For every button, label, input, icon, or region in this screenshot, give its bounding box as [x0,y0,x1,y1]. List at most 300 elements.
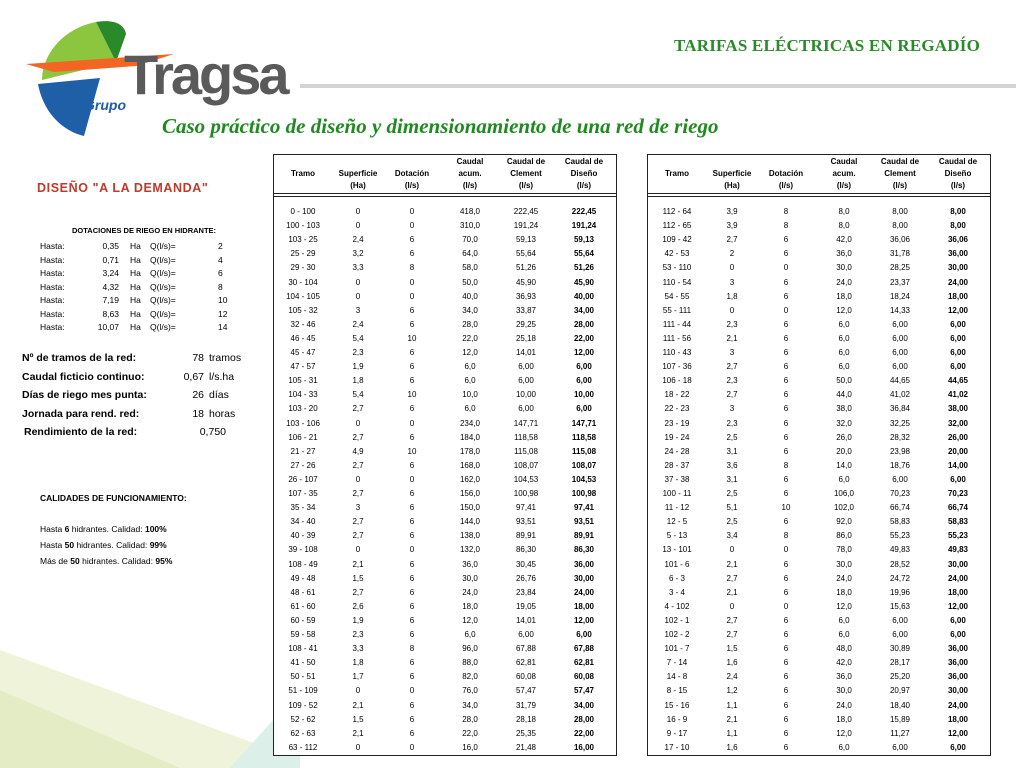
col-caudal-diseno-cell: 24,00 [947,700,969,710]
col-caudal-diseno-cell: 20,00 [947,446,969,456]
col-dotacion-cell: 10 [407,446,417,456]
col-tramo-cell: 27 - 26 [290,460,316,470]
param-value: 26 [192,389,204,401]
col-tramo-cell: 106 - 18 [662,376,692,386]
col-tramo-cell: 34 - 40 [290,517,316,527]
dotacion-label: Hasta: [40,322,65,332]
table-row [274,290,616,303]
col-tramo-cell: 63 - 112 [288,742,318,752]
col-dotacion-cell: 6 [783,446,789,456]
col-superficie-cell: 3,3 [352,263,364,273]
table-row [274,487,616,500]
col-caudal-clement-cell: 19,96 [889,587,911,597]
col-caudal-acum-cell: 64,0 [462,249,478,259]
col-caudal-clement-cell: 6,00 [892,474,908,484]
col-caudal-clement-cell: 14,33 [889,305,911,315]
col-caudal-acum-cell: 22,0 [462,728,478,738]
col-dotacion-cell: 0 [409,418,415,428]
calidad-row [40,524,167,534]
col-caudal-diseno-cell: 45,90 [573,277,595,287]
col-superficie-cell: 2,4 [726,672,738,682]
col-caudal-acum-cell: 70,0 [462,235,478,245]
col-caudal-diseno-cell: 108,07 [571,460,597,470]
col-tramo-cell: 110 - 43 [662,348,692,357]
col-dotacion-cell: 6 [783,319,789,329]
col-caudal-acum-cell: 138,0 [459,531,481,541]
header-divider [274,193,616,194]
col-superficie-cell: 2,3 [726,418,738,428]
table-header [274,155,616,193]
col-tramo-cell: 11 - 12 [664,503,690,513]
table-row [648,374,990,387]
table-row [274,459,616,472]
dotacion-q: Q(l/s)= [150,322,176,332]
logo-sub: Grupo [84,97,126,113]
col-caudal-acum-cell: 30,0 [836,686,852,696]
col-tramo-cell: 112 - 64 [662,207,692,216]
table-row [648,727,990,740]
col-caudal-clement-cell: 104,53 [513,474,539,484]
dotacion-unit: Ha [130,281,141,292]
col-dotacion-cell: 0 [783,305,789,315]
col-tramo-cell: 14 - 8 [666,672,688,682]
col-dotacion-cell: 0 [409,742,415,752]
col-caudal-clement-cell: 97,41 [515,503,537,513]
col-superficie-cell: 5,4 [352,390,364,400]
col-tramo-cell: 105 - 32 [288,305,318,315]
dotacion-unit: Ha [130,254,141,265]
col-caudal-clement-cell: 6,00 [518,404,534,414]
col-superficie-cell: 5,4 [352,333,364,343]
table-row [274,515,616,528]
col-dotacion-cell: 6 [409,249,415,259]
table-row [648,219,990,232]
col-superficie-cell: 3,4 [726,531,738,541]
col-caudal-clement-cell: 21,48 [515,742,537,752]
col-superficie-cell: 3,9 [726,221,738,231]
col-superficie-cell: 1,5 [352,573,364,583]
col-caudal-diseno-cell: 100,98 [571,489,597,498]
header-rule [300,84,1016,88]
col-tramo-cell: 108 - 41 [288,644,318,654]
table-row [274,402,616,415]
col-caudal-acum-cell: 44,0 [836,390,852,400]
col-dotacion-cell: 6 [783,644,789,654]
col-caudal-acum-cell: 58,0 [462,263,478,273]
calidad-prefix: Más de [40,556,68,566]
col-caudal-diseno-cell: 6,00 [576,404,592,414]
table-row [274,276,616,289]
col-caudal-acum-cell: 28,0 [462,319,478,329]
table-row [648,558,990,571]
col-caudal-diseno-cell: 30,00 [947,559,969,569]
col-tramo-cell: 4 - 102 [664,601,690,611]
col-caudal-acum-cell: 6,0 [838,615,850,625]
dotacion-q: Q(l/s)= [150,281,176,292]
col-caudal-clement-cell: 8,00 [892,207,908,216]
col-caudal-clement-cell: 100,98 [513,489,539,498]
col-caudal-acum-cell: 42,0 [836,658,852,668]
col-superficie-cell: 1,8 [726,291,738,301]
col-dotacion-cell: 6 [409,700,415,710]
col-caudal-clement-cell: 118,58 [514,432,538,442]
col-caudal-acum-cell: 22,0 [462,333,478,343]
dotacion-q: Q(l/s)= [150,268,176,278]
col-caudal-clement-cell: 31,79 [515,700,537,710]
table-row [274,473,616,486]
col-caudal-diseno-cell: 32,00 [947,418,969,428]
col-caudal-clement-header: Clement [884,169,916,178]
col-caudal-acum-cell: 36,0 [462,559,478,569]
col-caudal-acum-cell: 24,0 [836,700,852,710]
col-superficie-cell: 3,2 [352,249,364,259]
col-caudal-clement-cell: 25,20 [889,672,911,682]
calidad-prefix: Hasta [40,540,63,550]
col-caudal-clement-cell: 86,30 [515,545,537,555]
table-row [274,417,616,430]
col-caudal-clement-cell: 23,37 [889,277,911,287]
param-label: Nº de tramos de la red: [22,352,137,364]
calidad-count: 50 [64,540,75,550]
col-dotacion-cell: 6 [783,630,789,639]
col-tramo-cell: 0 - 100 [290,207,316,216]
col-caudal-acum-cell: 30,0 [836,559,852,569]
col-dotacion-cell: 0 [783,545,789,555]
col-caudal-acum-cell: 18,0 [462,601,478,611]
dotacion-q: Q(l/s)= [150,308,176,319]
col-dotacion-cell: 6 [783,742,789,752]
col-dotacion-cell: 6 [783,672,789,682]
col-caudal-diseno-cell: 6,00 [576,630,592,639]
col-caudal-diseno-header: Diseño [944,169,972,178]
col-caudal-clement-cell: 24,72 [889,573,911,583]
table-row [648,628,990,641]
col-tramo-cell: 106 - 21 [288,432,318,442]
col-caudal-clement-cell: 6,00 [892,630,908,639]
table-row [274,558,616,571]
col-superficie-cell: 2,3 [352,630,364,639]
col-superficie-cell: 0 [355,207,361,216]
col-dotacion-cell: 6 [783,333,789,343]
calidad-text: hidrantes. Calidad: [82,556,153,566]
col-caudal-acum-cell: 50,0 [836,376,852,386]
col-superficie-cell: 2,3 [352,348,364,357]
col-caudal-acum-cell: 6,0 [464,630,476,639]
col-dotacion-cell: 6 [783,235,789,245]
col-caudal-diseno-cell: 93,51 [573,517,595,527]
col-caudal-diseno-cell: 26,00 [947,432,969,442]
col-caudal-diseno-cell: 36,00 [947,658,969,668]
col-superficie-header: (Ha) [724,181,740,190]
col-tramo-cell: 108 - 49 [288,559,318,569]
col-dotacion-cell: 6 [409,376,415,386]
table-row [274,332,616,345]
col-dotacion-cell: 6 [783,390,789,400]
col-dotacion-cell: 6 [783,587,789,597]
col-caudal-acum-cell: 38,0 [836,404,852,414]
col-caudal-acum-cell: 6,0 [838,333,850,343]
table-row [274,318,616,331]
col-caudal-acum-cell: 8,0 [838,221,850,231]
col-caudal-acum-cell: 12,0 [836,305,852,315]
col-caudal-clement-cell: 26,76 [515,573,537,583]
dotacion-ha: 0,35 [102,241,119,251]
col-caudal-acum-cell: 144,0 [459,517,481,527]
table-row [648,445,990,458]
col-superficie-cell: 1,8 [352,376,364,386]
col-tramo-cell: 30 - 104 [288,277,318,287]
table-row [648,487,990,500]
col-dotacion-cell: 6 [783,728,789,738]
dotacion-ha: 7,19 [102,295,119,305]
col-caudal-diseno-cell: 118,58 [571,432,597,442]
col-tramo-cell: 46 - 45 [290,333,316,343]
col-tramo-cell: 40 - 39 [290,531,316,541]
col-superficie-cell: 2,7 [726,630,738,639]
logo-name: Tragsa [124,43,287,106]
col-caudal-acum-cell: 78,0 [836,545,852,555]
dotacion-q: Q(l/s)= [150,241,176,251]
table-header [648,155,990,193]
col-caudal-diseno-cell: 60,08 [573,672,595,682]
tramos-table-right [647,154,991,756]
col-caudal-acum-cell: 168,0 [459,460,481,470]
header-divider [274,196,616,197]
col-caudal-acum-cell: 50,0 [462,277,478,287]
table-row [648,346,990,359]
col-caudal-diseno-cell: 18,00 [947,291,969,301]
table-row [274,233,616,246]
col-caudal-diseno-cell: 30,00 [947,686,969,696]
col-caudal-acum-cell: 30,0 [836,263,852,273]
col-superficie-cell: 2,7 [726,615,738,625]
col-dotacion-cell: 6 [409,531,415,541]
col-caudal-acum-cell: 18,0 [836,291,852,301]
col-superficie-cell: 2,7 [352,489,364,498]
table-row [274,261,616,274]
col-caudal-diseno-cell: 30,00 [573,573,595,583]
col-caudal-clement-cell: 6,00 [892,333,908,343]
col-caudal-clement-cell: 93,51 [515,517,537,527]
table-row [648,304,990,317]
col-tramo-cell: 105 - 31 [288,376,318,386]
col-caudal-acum-cell: 12,0 [462,615,478,625]
col-caudal-diseno-cell: 55,23 [947,531,969,541]
dotacion-label: Hasta: [40,254,65,265]
col-tramo-cell: 41 - 50 [290,658,316,668]
col-tramo-cell: 103 - 25 [288,235,318,245]
col-superficie-cell: 1,7 [352,672,364,682]
col-tramo-cell: 21 - 27 [290,446,316,456]
col-caudal-clement-cell: 6,00 [892,319,908,329]
table-row [648,515,990,528]
col-caudal-acum-cell: 28,0 [462,714,478,724]
col-dotacion-cell: 6 [409,714,415,724]
col-dotacion-cell: 8 [409,263,415,273]
col-caudal-acum-cell: 6,0 [464,362,476,372]
table-row [648,614,990,627]
table-row [648,684,990,697]
dotacion-label: Hasta: [40,295,65,305]
col-caudal-acum-cell: 34,0 [462,700,478,710]
col-tramo-cell: 25 - 29 [290,249,316,259]
col-superficie-cell: 2,7 [726,235,738,245]
col-caudal-diseno-cell: 70,23 [947,489,969,498]
col-superficie-cell: 1,9 [352,362,364,372]
table-row [274,670,616,683]
col-caudal-acum-cell: 76,0 [462,686,478,696]
col-tramo-cell: 55 - 111 [662,305,692,315]
col-caudal-acum-cell: 30,0 [462,573,478,583]
table-row [274,684,616,697]
col-dotacion-cell: 6 [409,573,415,583]
col-dotacion-cell: 0 [783,263,789,273]
table-row [648,529,990,542]
col-caudal-diseno-cell: 18,00 [947,714,969,724]
col-caudal-acum-cell: 12,0 [836,728,852,738]
table-row [648,572,990,585]
col-dotacion-cell: 0 [409,474,415,484]
col-caudal-acum-header: (l/s) [836,181,852,190]
col-caudal-diseno-cell: 6,00 [950,742,966,752]
col-caudal-acum-cell: 234,0 [459,418,481,428]
col-superficie-cell: 2,7 [352,517,364,527]
col-tramo-cell: 12 - 5 [666,517,688,527]
col-superficie-cell: 1,1 [726,728,738,738]
col-superficie-cell: 1,5 [352,714,364,724]
col-tramo-cell: 19 - 24 [664,432,690,442]
col-caudal-clement-header: (l/s) [892,181,908,190]
col-caudal-diseno-cell: 8,00 [950,207,966,216]
col-superficie-cell: 2,1 [726,559,738,569]
col-tramo-cell: 6 - 3 [668,573,685,583]
col-caudal-diseno-cell: 22,00 [573,333,595,343]
col-caudal-clement-cell: 11,27 [890,728,910,738]
col-superficie-cell: 2,7 [726,362,738,372]
col-superficie-cell: 0 [729,601,735,611]
col-superficie-cell: 0 [729,305,735,315]
col-caudal-acum-header: acum. [458,169,482,178]
dotacion-label: Hasta: [40,268,65,278]
header-title: TARIFAS ELÉCTRICAS EN REGADÍO [673,36,980,55]
design-title: DISEÑO "A LA DEMANDA" [37,181,209,195]
col-dotacion-cell: 6 [783,474,789,484]
table-row [274,360,616,373]
col-dotacion-cell: 6 [783,686,789,696]
dotacion-ha: 10,07 [97,322,119,332]
col-tramo-cell: 53 - 110 [662,263,692,273]
col-caudal-acum-cell: 16,0 [462,742,478,752]
col-caudal-acum-cell: 40,0 [462,291,478,301]
col-tramo-cell: 111 - 56 [662,333,692,343]
col-superficie-cell: 1,6 [726,658,738,668]
col-dotacion-cell: 6 [783,432,789,442]
col-superficie-cell: 2,1 [352,559,364,569]
col-tramo-cell: 104 - 33 [288,390,318,400]
col-caudal-diseno-cell: 89,91 [573,531,595,541]
col-dotacion-header: Dotación [394,169,430,178]
col-dotacion-cell: 6 [409,517,415,527]
dotacion-label: Hasta: [40,308,65,319]
col-dotacion-cell: 6 [409,559,415,569]
col-caudal-diseno-cell: 24,00 [947,277,969,287]
col-tramo-cell: 54 - 55 [664,291,690,301]
col-caudal-clement-cell: 66,74 [889,503,911,513]
dotacion-unit: Ha [130,295,141,305]
col-dotacion-cell: 0 [409,291,415,301]
col-caudal-diseno-cell: 36,00 [573,559,595,569]
table-row [648,402,990,415]
col-dotacion-cell: 6 [783,517,789,527]
col-caudal-clement-cell: 41,02 [889,390,911,400]
col-caudal-clement-cell: 23,98 [889,446,911,456]
col-caudal-acum-cell: 36,0 [836,249,852,259]
col-superficie-cell: 2,7 [352,587,364,597]
col-superficie-cell: 0 [355,291,361,301]
col-caudal-clement-cell: 60,08 [515,672,537,682]
col-dotacion-cell: 6 [783,714,789,724]
table-row [274,374,616,387]
col-caudal-diseno-cell: 41,02 [947,390,969,400]
dotacion-val: 12 [218,308,228,319]
col-caudal-clement-cell: 10,00 [515,390,537,400]
table-row [648,473,990,486]
col-tramo-cell: 26 - 107 [288,474,318,484]
col-dotacion-cell: 6 [409,432,415,442]
col-caudal-clement-cell: 29,25 [515,319,537,329]
param-value: 18 [192,407,204,420]
table-row [648,501,990,514]
col-caudal-acum-cell: 96,0 [462,644,478,654]
calidad-row [40,540,167,550]
col-caudal-clement-cell: 28,52 [889,559,911,569]
col-dotacion-cell: 6 [409,362,415,372]
col-caudal-acum-cell: 20,0 [836,446,852,456]
col-caudal-acum-header: (l/s) [462,181,478,190]
col-caudal-acum-cell: 24,0 [836,277,852,287]
dotacion-val: 14 [218,322,228,332]
table-row [274,614,616,627]
col-tramo-cell: 52 - 62 [290,714,316,724]
table-row [648,290,990,303]
table-row [274,741,616,754]
col-tramo-cell: 32 - 46 [290,319,316,329]
col-caudal-diseno-cell: 16,00 [573,742,595,752]
param-value: 0,67 [183,370,204,383]
col-dotacion-cell: 6 [409,672,415,682]
col-dotacion-cell: 8 [409,644,415,654]
col-superficie-cell: 3 [355,305,361,315]
col-tramo-cell: 15 - 16 [664,700,690,710]
col-caudal-clement-cell: 147,71 [513,418,539,428]
col-caudal-clement-cell: 30,89 [889,644,911,654]
col-dotacion-cell: 8 [783,221,789,231]
table-row [274,501,616,514]
col-caudal-diseno-cell: 115,08 [571,446,597,456]
col-caudal-clement-cell: 6,00 [892,348,908,357]
col-caudal-clement-cell: 45,90 [515,277,537,287]
table-row [648,699,990,712]
dotacion-q: Q(l/s)= [150,254,176,265]
col-caudal-acum-cell: 18,0 [836,587,852,597]
col-caudal-clement-cell: 33,87 [515,305,537,315]
col-caudal-diseno-cell: 97,41 [573,503,595,513]
col-caudal-clement-cell: 89,91 [515,531,537,541]
dotacion-ha: 3,24 [102,268,119,278]
col-caudal-acum-cell: 12,0 [836,601,852,611]
table-row [274,628,616,641]
col-superficie-cell: 2,5 [726,517,738,527]
